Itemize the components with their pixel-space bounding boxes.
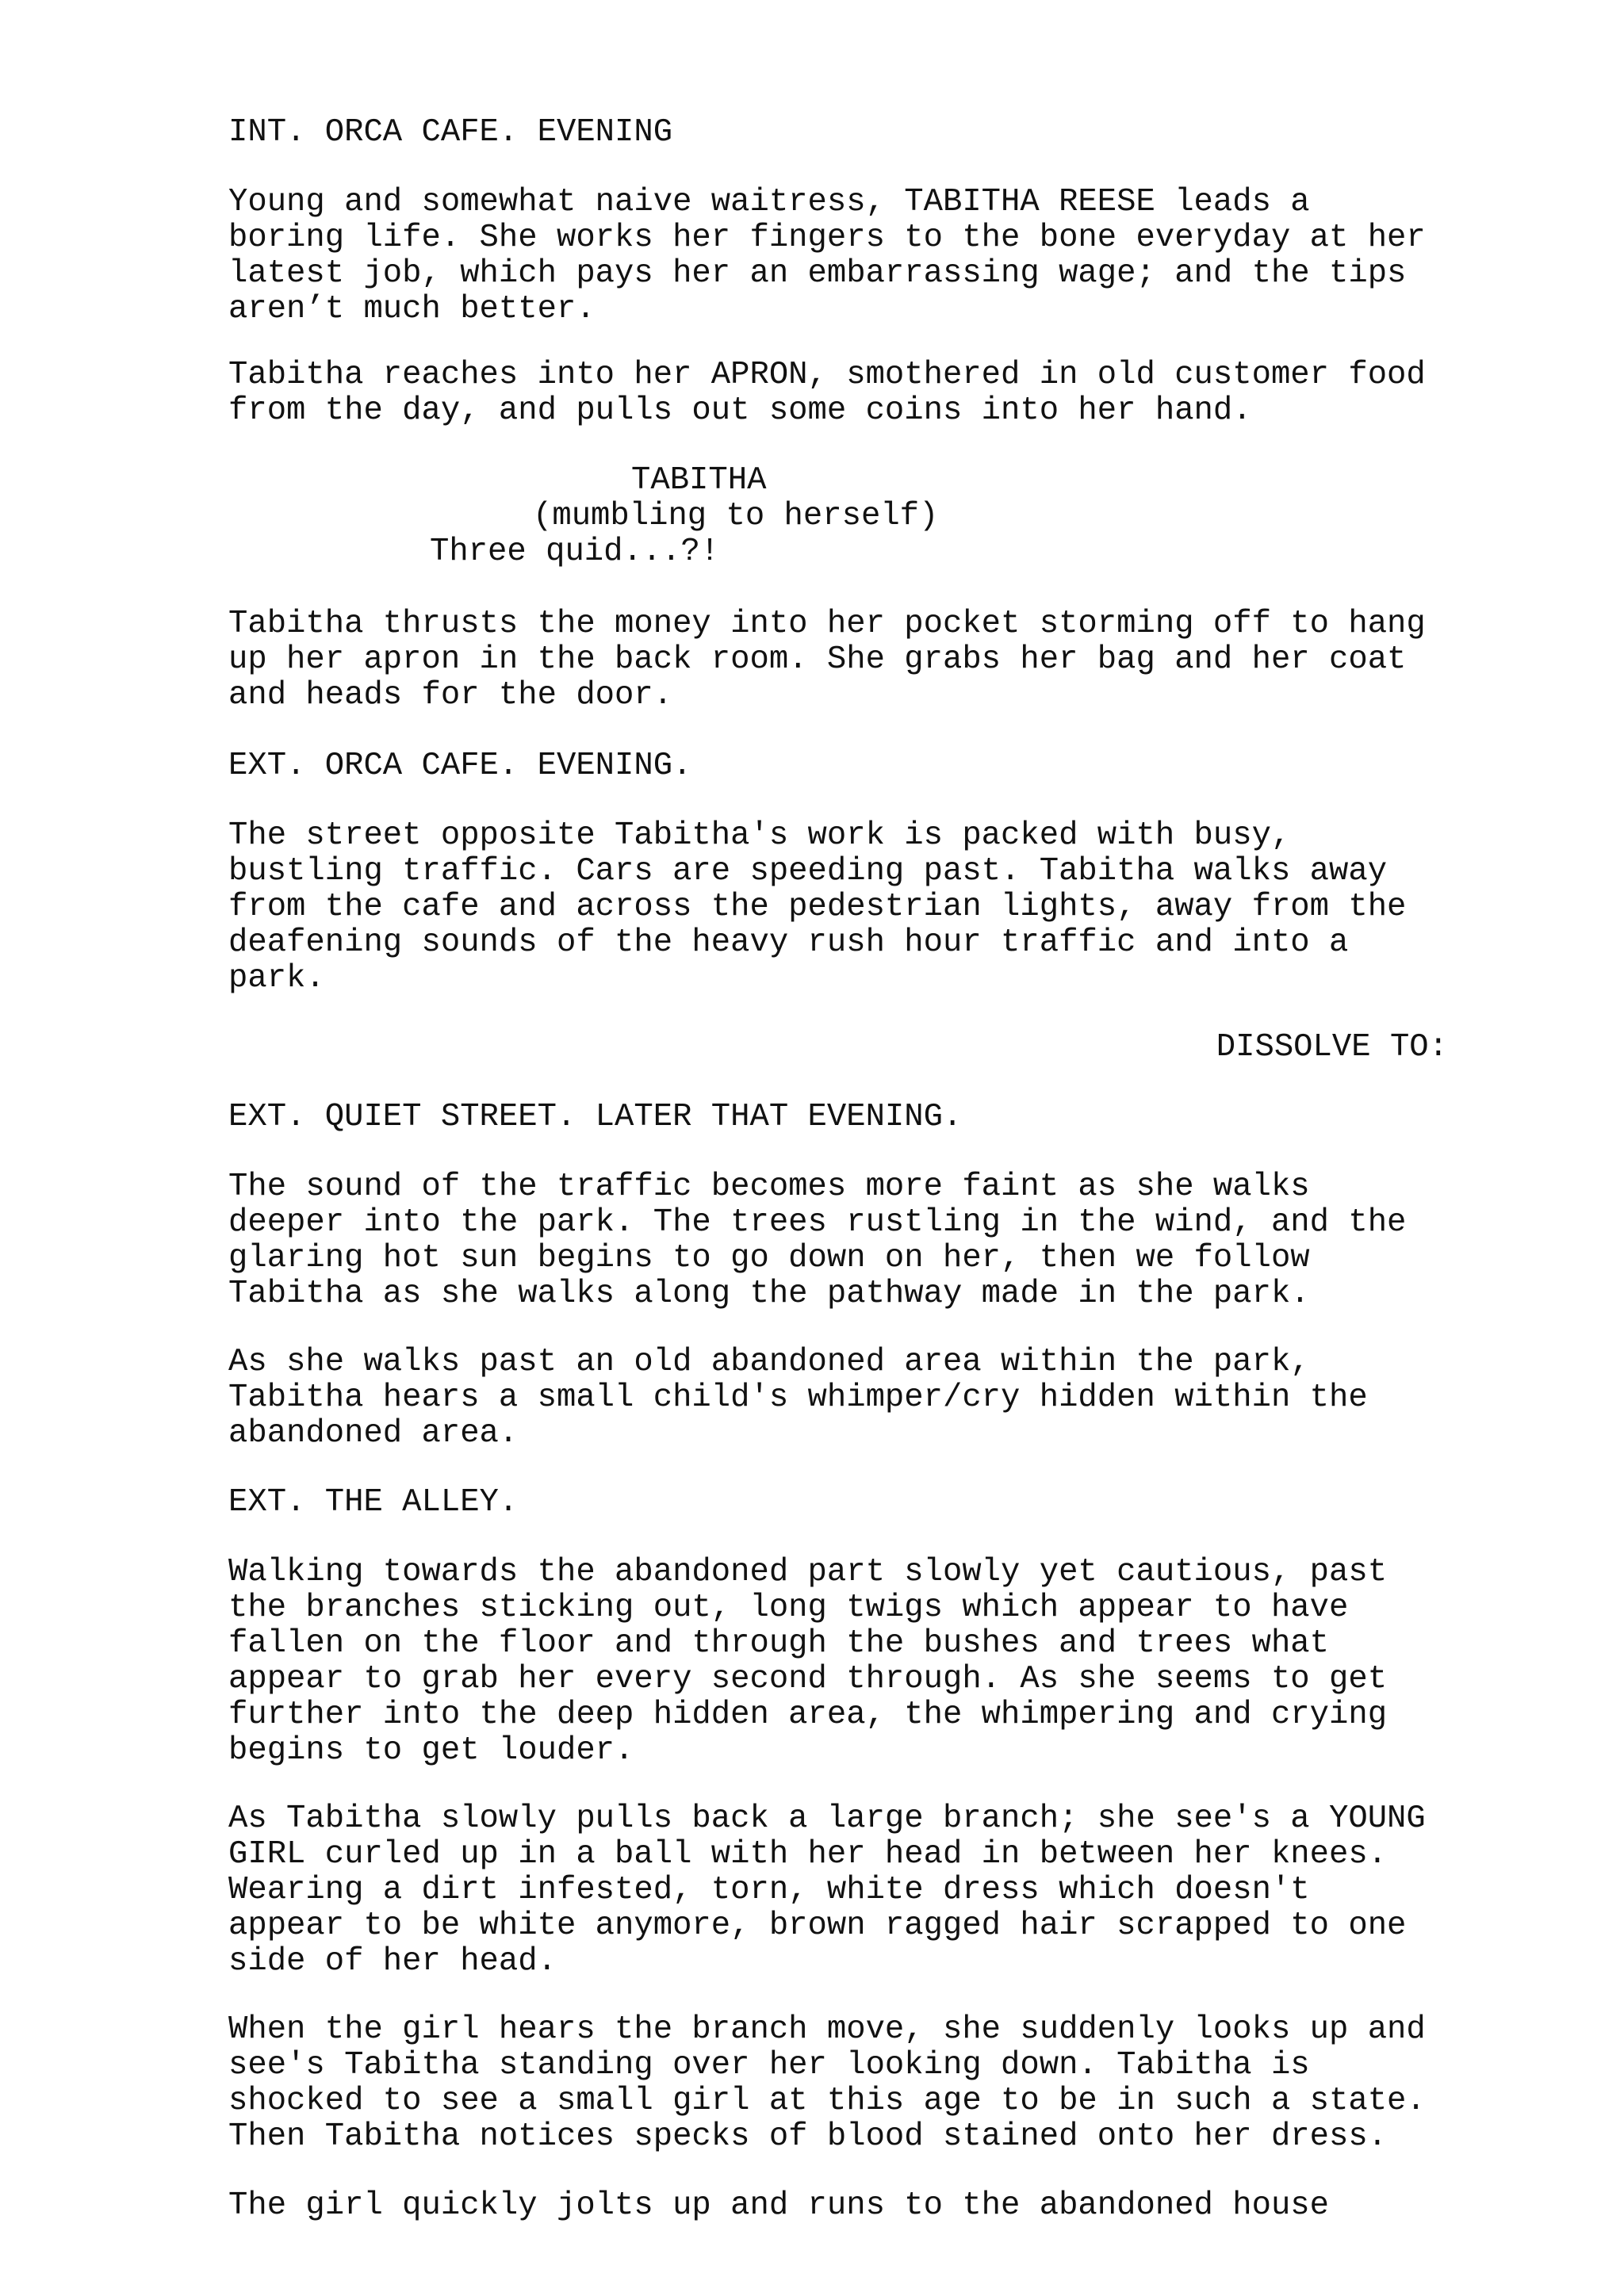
scene-heading: EXT. QUIET STREET. LATER THAT EVENING. — [228, 1099, 963, 1135]
action-paragraph: Young and somewhat naive waitress, TABITHA REESE leads a boring life. She works her fingers to the bone everyday at her latest job, which pays her an embarrassing wage; and the tips aren’t much better. — [228, 184, 1426, 327]
action-paragraph: The sound of the traffic becomes more faint as she walks deeper into the park. The trees rustling in the wind, and the glaring hot sun begins to go down on her, then we follow Tabitha as she walks along the pathway made in the park. — [228, 1169, 1407, 1312]
action-paragraph: Tabitha thrusts the money into her pocket storming off to hang up her apron in the back room. She grabs her bag and her coat and heads for the door. — [228, 606, 1426, 714]
action-paragraph: As Tabitha slowly pulls back a large branch; she see's a YOUNG GIRL curled up in a ball with her head in between her knees. Wearing a dirt infested, torn, white dress which doesn't appear to be white anymore, brown ragged hair scrapped to one side of her head. — [228, 1800, 1426, 1980]
scene-heading: EXT. THE ALLEY. — [228, 1484, 519, 1521]
action-paragraph: Walking towards the abandoned part slowly yet cautious, past the branches sticking out, long twigs which appear to have fallen on the floor and through the bushes and trees what appear to grab her every second through. As she seems to get further into the deep hidden area, the whimpering and crying begins to get louder. — [228, 1554, 1388, 1769]
transition: DISSOLVE TO: — [1216, 1029, 1448, 1066]
action-paragraph: The girl quickly jolts up and runs to the abandoned house — [228, 2187, 1329, 2224]
action-paragraph: As she walks past an old abandoned area within the park, Tabitha hears a small child's whimper/cry hidden within the abandoned area. — [228, 1344, 1368, 1452]
character-name: TABITHA — [631, 462, 767, 499]
action-paragraph: Tabitha reaches into her APRON, smothered in old customer food from the day, and pulls out some coins into her hand. — [228, 357, 1426, 429]
action-paragraph: The street opposite Tabitha's work is packed with busy, bustling traffic. Cars are speeding past. Tabitha walks away from the cafe and across the pedestrian lights, away from the deafening sounds of the heavy rush hour traffic and into a park. — [228, 817, 1407, 997]
action-paragraph: When the girl hears the branch move, she suddenly looks up and see's Tabitha standing over her looking down. Tabitha is shocked to see a small girl at this age to be in such a state. Then Tabitha notices specks of blood stained onto her dress. — [228, 2011, 1426, 2155]
scene-heading: INT. ORCA CAFE. EVENING — [228, 114, 673, 151]
parenthetical: (mumbling to herself) — [533, 498, 939, 534]
scene-heading: EXT. ORCA CAFE. EVENING. — [228, 748, 692, 784]
dialogue-line: Three quid...?! — [430, 534, 720, 570]
